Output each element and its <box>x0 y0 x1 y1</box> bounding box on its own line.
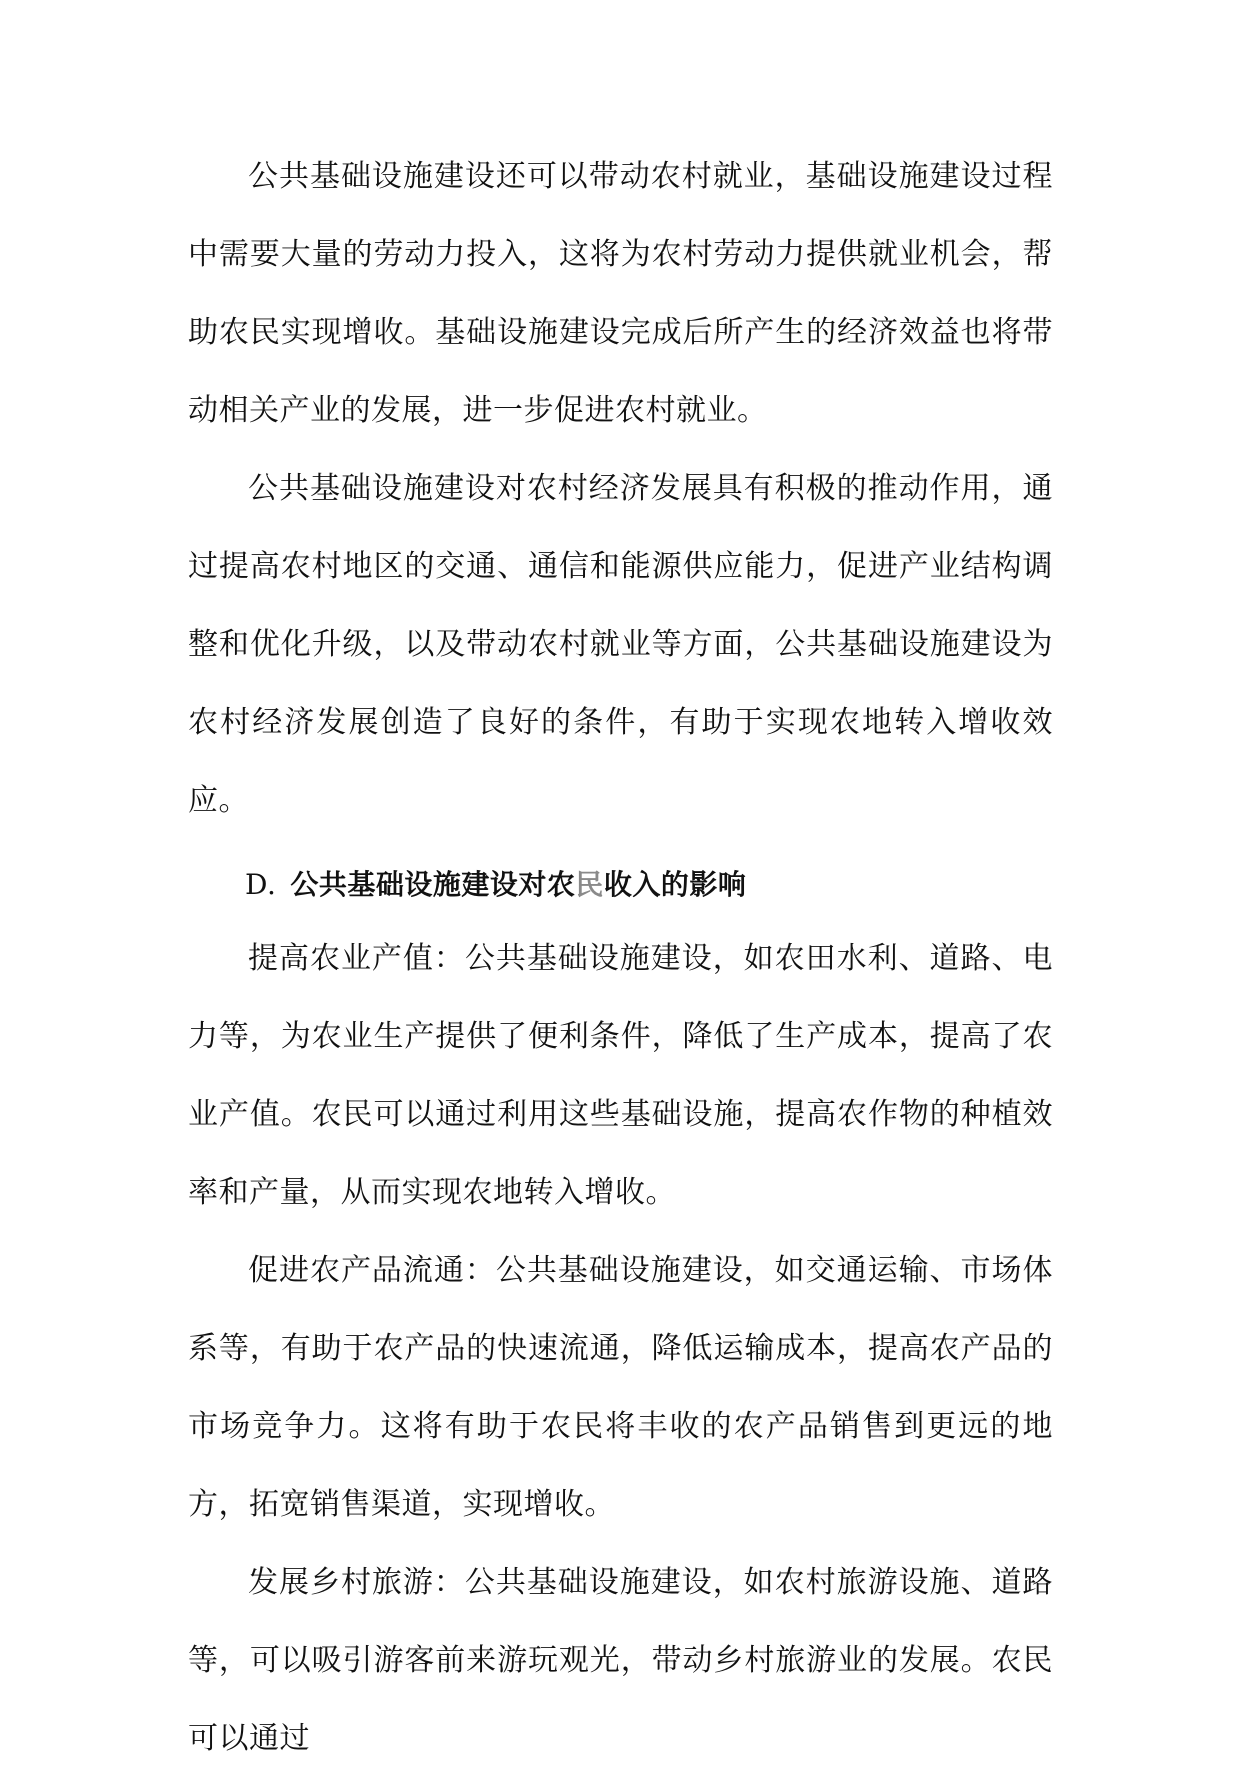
document-page <box>188 138 1053 1778</box>
paragraph-rural-employment: 公共基础设施建设还可以带动农村就业，基础设施建设过程中需要大量的劳动力投入，这将为农村劳动力提供就业机会，帮助农民实现增收。基础设施建设完成后所产生的经济效益也将带动相关产业的发展，进一步促进农村就业。 <box>188 159 1053 428</box>
section-heading-faint-char: 民 <box>575 868 604 901</box>
paragraph-product-circulation: 促进农产品流通：公共基础设施建设，如交通运输、市场体系等，有助于农产品的快速流通，降低运输成本，提高农产品的市场竞争力。这将有助于农民将丰收的农产品销售到更远的地方，拓宽销售渠道，实现增收。 <box>188 1253 1053 1522</box>
section-heading-text-part1: 公共基础设施建设对农 <box>290 868 576 901</box>
paragraph-economic-development: 公共基础设施建设对农村经济发展具有积极的推动作用，通过提高农村地区的交通、通信和能源供应能力，促进产业结构调整和优化升级，以及带动农村就业等方面，公共基础设施建设为农村经济发展创造了良好的条件，有助于实现农地转入增收效应。 <box>188 471 1053 818</box>
paragraph-rural-tourism: 发展乡村旅游：公共基础设施建设，如农村旅游设施、道路等，可以吸引游客前来游玩观光，带动乡村旅游业的发展。农民可以通过 <box>188 1565 1053 1756</box>
paragraph-agricultural-output: 提高农业产值：公共基础设施建设，如农田水利、道路、电力等，为农业生产提供了便利条件，降低了生产成本，提高了农业产值。农民可以通过利用这些基础设施，提高农作物的种植效率和产量，从而实现农地转入增收。 <box>188 941 1053 1210</box>
section-heading <box>188 850 1053 920</box>
section-heading-text-part2: 收入的影响 <box>603 868 747 901</box>
section-marker: D. <box>245 868 277 901</box>
